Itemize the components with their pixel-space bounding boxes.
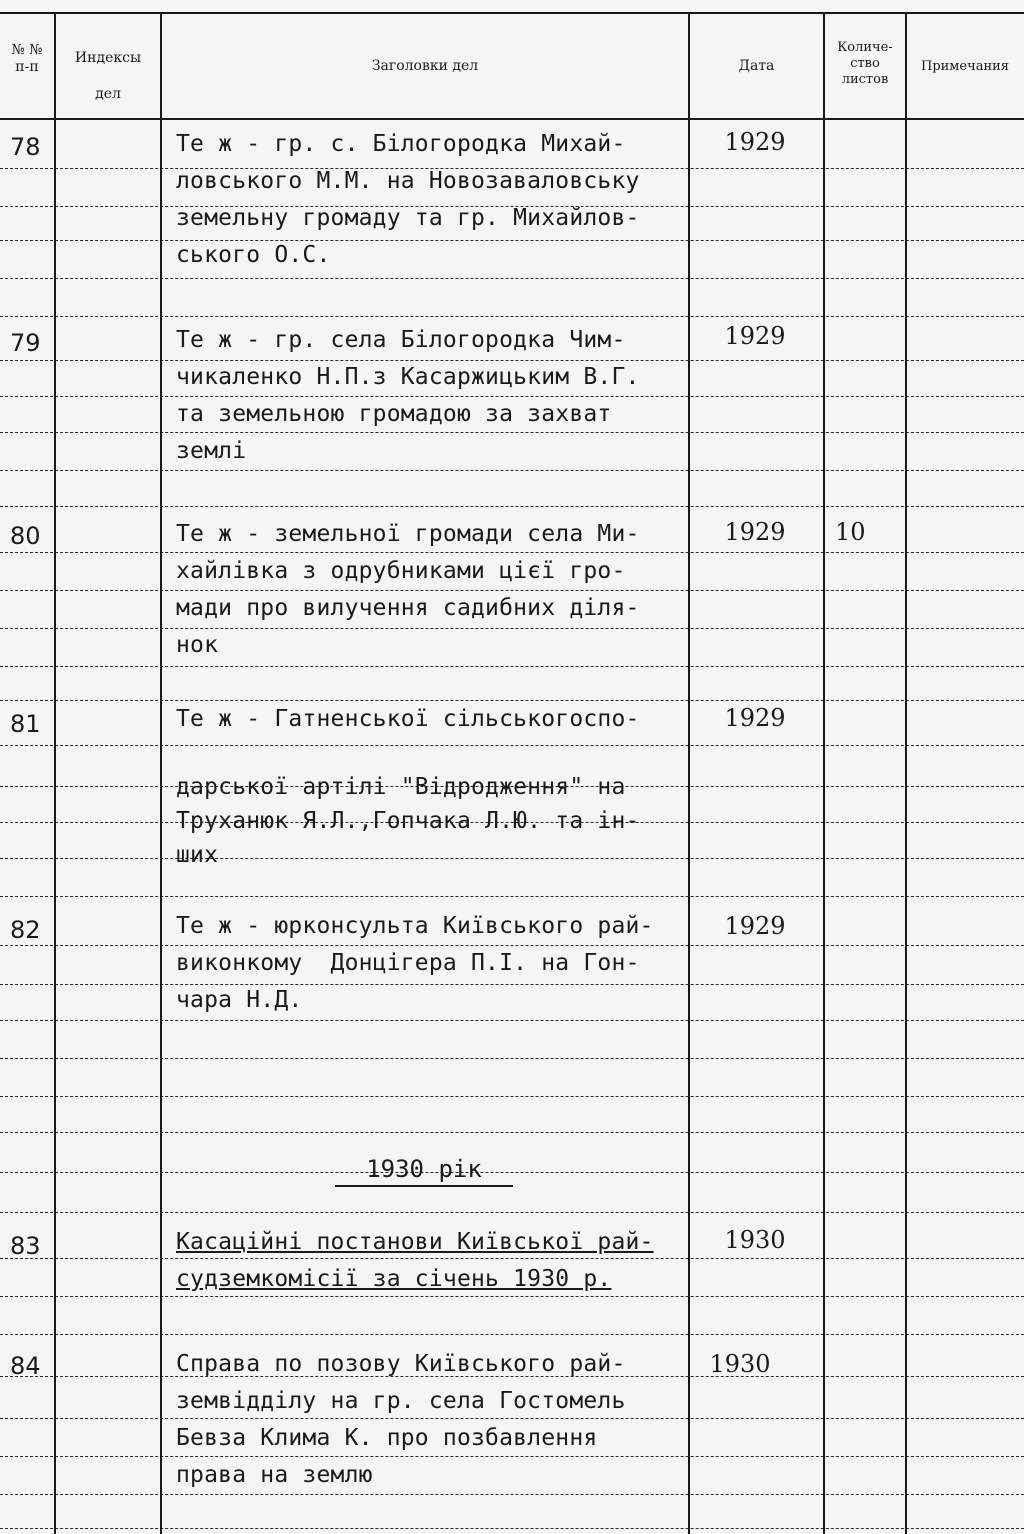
row-date: 1929 (724, 912, 786, 940)
row-number: 81 (10, 710, 41, 738)
header-bottom-border (0, 118, 1024, 120)
row-title: Те ж - Гатненської сільськогоспо- дарської артілі "Відродження" на Труханюк Я.Л.,Гопчака Л.Ю. та ін- ших (176, 706, 640, 868)
column-divider (823, 12, 825, 1534)
row-title: Те ж - гр. села Білогородка Чим- чикаленко Н.П.з Касаржицьким В.Г. та земельною громадою за захват землі (176, 327, 640, 464)
row-title: Те ж - земельної громади села Ми- хайлівка з одрубниками цієї гро- мади про вилучення садибних діля- нок (176, 521, 640, 658)
column-divider (160, 12, 162, 1534)
row-date: 1929 (724, 704, 786, 732)
column-divider (905, 12, 907, 1534)
row-rule (0, 1212, 1024, 1213)
row-rule (0, 1096, 1024, 1097)
row-number: 84 (10, 1352, 41, 1380)
row-date: 1929 (724, 128, 786, 156)
row-number: 83 (10, 1232, 41, 1260)
row-rule (0, 1334, 1024, 1335)
row-rule (0, 1020, 1024, 1021)
row-title: Те ж - юрконсульта Київського рай- виконкому Донцігера П.І. на Гон- чара Н.Д. (176, 913, 654, 1013)
row-rule (0, 278, 1024, 279)
row-rule (0, 1058, 1024, 1059)
row-date: 1930 (709, 1350, 771, 1378)
row-title: Касаційні постанови Київської рай- судземкомісії за січень 1930 р. (176, 1229, 654, 1292)
header-indexes: Индексы дел (74, 50, 142, 102)
column-divider (688, 12, 690, 1534)
header-date: Дата (738, 58, 775, 74)
row-number: 80 (10, 522, 41, 550)
row-title: Те ж - гр. с. Білогородка Михай- ловського М.М. на Новозаваловську земельну громаду та гр. Михайлов- ського О.С. (176, 131, 640, 268)
row-rule (0, 506, 1024, 507)
row-number: 78 (10, 133, 41, 161)
header-number: № № п-п (11, 42, 43, 75)
year-heading: 1930 рік (335, 1155, 513, 1187)
row-sheet-count: 10 (835, 518, 866, 546)
header-titles: Заголовки дел (371, 58, 479, 74)
row-number: 79 (10, 329, 41, 357)
row-date: 1930 (724, 1226, 786, 1254)
row-rule (0, 1132, 1024, 1133)
row-rule (0, 316, 1024, 317)
row-rule (0, 700, 1024, 701)
row-number: 82 (10, 916, 41, 944)
row-rule (0, 1528, 1024, 1529)
row-date: 1929 (724, 322, 786, 350)
top-border (0, 12, 1024, 14)
row-rule (0, 666, 1024, 667)
row-rule (0, 1494, 1024, 1495)
row-title: Справа по позову Київського рай- земвідділу на гр. села Гостомель Бевза Клима К. про позбавлення права на землю (176, 1351, 626, 1488)
header-sheet-count: Количе- ство листов (837, 40, 893, 87)
header-notes: Примечания (920, 59, 1009, 74)
row-date: 1929 (724, 518, 786, 546)
row-rule (0, 470, 1024, 471)
row-rule (0, 896, 1024, 897)
column-divider (54, 12, 56, 1534)
